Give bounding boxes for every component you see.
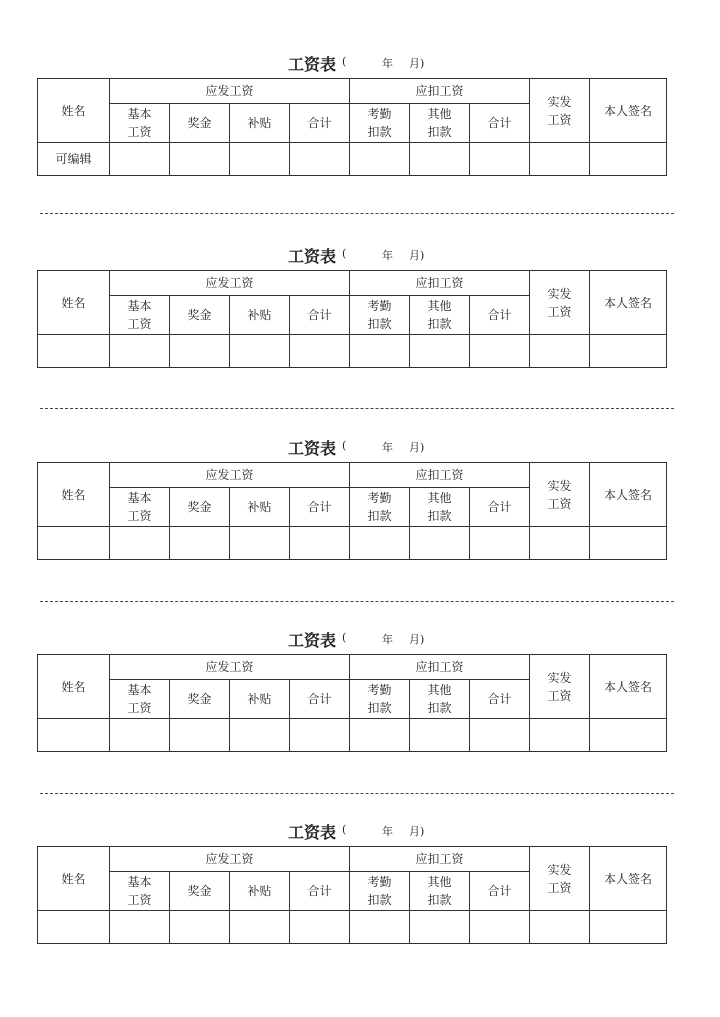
header-basic-pay	[110, 296, 170, 335]
cell-basic-pay[interactable]	[110, 335, 170, 368]
header-name: 姓名	[38, 79, 110, 143]
cell-payable-total[interactable]	[290, 143, 350, 176]
header-signature: 本人签名	[590, 271, 667, 335]
cell-attendance-deduction[interactable]	[350, 911, 410, 944]
month-label: 月)	[409, 57, 425, 70]
cell-attendance-deduction[interactable]	[350, 527, 410, 560]
header-net-pay	[530, 79, 590, 143]
table-row	[38, 527, 667, 560]
cell-name[interactable]	[38, 527, 110, 560]
header-attendance-line1: 考勤	[367, 683, 392, 697]
header-name: 姓名	[38, 271, 110, 335]
header-basic-pay	[110, 680, 170, 719]
slip-title	[37, 52, 666, 74]
payroll-table	[37, 846, 667, 944]
cell-bonus[interactable]	[170, 719, 230, 752]
header-other-line1: 其他	[427, 491, 452, 505]
year-label: 年	[382, 825, 393, 838]
year-label: 年	[382, 633, 393, 646]
title-text: 工资表	[288, 55, 337, 74]
cell-bonus[interactable]	[170, 527, 230, 560]
cell-signature[interactable]	[590, 335, 667, 368]
header-other-line1: 其他	[427, 107, 452, 121]
header-other-line2: 扣款	[427, 317, 452, 331]
cell-other-deduction[interactable]	[410, 527, 470, 560]
slip-title	[37, 628, 666, 650]
header-attendance-deduction	[350, 872, 410, 911]
cell-allowance[interactable]	[230, 911, 290, 944]
header-other-line2: 扣款	[427, 893, 452, 907]
cell-deduct-total[interactable]	[470, 911, 530, 944]
header-signature: 本人签名	[590, 847, 667, 911]
month-label: 月)	[409, 441, 425, 454]
header-basic-line1: 基本	[127, 107, 152, 121]
header-other-deduction	[410, 104, 470, 143]
header-other-line2: 扣款	[427, 701, 452, 715]
header-net-line1: 实发	[547, 286, 572, 301]
table-row	[38, 143, 667, 176]
header-signature: 本人签名	[590, 655, 667, 719]
cell-signature[interactable]	[590, 719, 667, 752]
header-bonus: 奖金	[170, 104, 230, 143]
header-deduct-group: 应扣工资	[350, 271, 530, 296]
header-payable-total: 合计	[290, 104, 350, 143]
header-basic-line2: 工资	[127, 125, 152, 139]
header-attendance-line2: 扣款	[367, 125, 392, 139]
header-net-line2: 工资	[547, 112, 572, 127]
cell-deduct-total[interactable]	[470, 719, 530, 752]
cell-name[interactable]	[38, 719, 110, 752]
header-other-deduction	[410, 680, 470, 719]
cell-basic-pay[interactable]	[110, 143, 170, 176]
cell-attendance-deduction[interactable]	[350, 335, 410, 368]
cell-signature[interactable]	[590, 527, 667, 560]
table-row	[38, 335, 667, 368]
cell-other-deduction[interactable]	[410, 911, 470, 944]
header-attendance-line1: 考勤	[367, 107, 392, 121]
header-deduct-group: 应扣工资	[350, 655, 530, 680]
header-net-line2: 工资	[547, 880, 572, 895]
cell-deduct-total[interactable]	[470, 335, 530, 368]
header-attendance-line2: 扣款	[367, 509, 392, 523]
cell-basic-pay[interactable]	[110, 719, 170, 752]
header-name: 姓名	[38, 655, 110, 719]
cell-allowance[interactable]	[230, 335, 290, 368]
date-open-paren: (	[342, 439, 347, 452]
header-net-pay	[530, 271, 590, 335]
header-other-line1: 其他	[427, 683, 452, 697]
month-label: 月)	[409, 249, 425, 262]
cell-name[interactable]	[38, 335, 110, 368]
cell-bonus[interactable]	[170, 143, 230, 176]
date-open-paren: (	[342, 55, 347, 68]
cell-payable-total[interactable]	[290, 719, 350, 752]
header-attendance-deduction	[350, 296, 410, 335]
title-text: 工资表	[288, 247, 337, 266]
cell-allowance[interactable]	[230, 143, 290, 176]
header-basic-pay	[110, 872, 170, 911]
header-net-pay	[530, 463, 590, 527]
cell-payable-total[interactable]	[290, 527, 350, 560]
cell-net-pay[interactable]	[530, 719, 590, 752]
header-deduct-group: 应扣工资	[350, 847, 530, 872]
slip-title	[37, 820, 666, 842]
cell-signature[interactable]	[590, 143, 667, 176]
header-deduct-group: 应扣工资	[350, 463, 530, 488]
cell-attendance-deduction[interactable]	[350, 719, 410, 752]
header-allowance: 补贴	[230, 296, 290, 335]
dashed-cut-line	[40, 601, 674, 602]
header-signature: 本人签名	[590, 79, 667, 143]
title-text: 工资表	[288, 823, 337, 842]
table-row	[38, 719, 667, 752]
header-attendance-line1: 考勤	[367, 875, 392, 889]
header-bonus: 奖金	[170, 488, 230, 527]
year-label: 年	[382, 441, 393, 454]
dashed-cut-line	[40, 793, 674, 794]
header-other-line1: 其他	[427, 299, 452, 313]
header-allowance: 补贴	[230, 488, 290, 527]
header-net-line1: 实发	[547, 478, 572, 493]
header-basic-line1: 基本	[127, 491, 152, 505]
header-basic-pay	[110, 104, 170, 143]
header-payable-group: 应发工资	[110, 847, 350, 872]
header-allowance: 补贴	[230, 104, 290, 143]
cell-name[interactable]: 可编辑	[38, 143, 110, 176]
header-attendance-line2: 扣款	[367, 701, 392, 715]
payroll-table	[37, 654, 667, 752]
header-bonus: 奖金	[170, 296, 230, 335]
header-basic-line1: 基本	[127, 299, 152, 313]
header-net-line2: 工资	[547, 496, 572, 511]
header-attendance-deduction	[350, 680, 410, 719]
dashed-cut-line	[40, 213, 674, 214]
cell-net-pay[interactable]	[530, 335, 590, 368]
header-deduct-group: 应扣工资	[350, 79, 530, 104]
date-open-paren: (	[342, 631, 347, 644]
header-other-line2: 扣款	[427, 125, 452, 139]
cell-payable-total[interactable]	[290, 335, 350, 368]
dashed-cut-line	[40, 408, 674, 409]
table-row	[38, 911, 667, 944]
header-bonus: 奖金	[170, 680, 230, 719]
header-allowance: 补贴	[230, 872, 290, 911]
header-net-pay	[530, 655, 590, 719]
header-payable-total: 合计	[290, 296, 350, 335]
month-label: 月)	[409, 825, 425, 838]
header-other-deduction	[410, 296, 470, 335]
cell-other-deduction[interactable]	[410, 335, 470, 368]
cell-other-deduction[interactable]	[410, 719, 470, 752]
header-net-line2: 工资	[547, 304, 572, 319]
header-payable-group: 应发工资	[110, 655, 350, 680]
header-name: 姓名	[38, 847, 110, 911]
header-net-line1: 实发	[547, 670, 572, 685]
slip-title	[37, 436, 666, 458]
header-other-deduction	[410, 488, 470, 527]
cell-bonus[interactable]	[170, 335, 230, 368]
header-basic-pay	[110, 488, 170, 527]
header-deduct-total: 合计	[470, 296, 530, 335]
date-open-paren: (	[342, 823, 347, 836]
payroll-table	[37, 462, 667, 560]
cell-basic-pay[interactable]	[110, 911, 170, 944]
header-attendance-line1: 考勤	[367, 299, 392, 313]
cell-signature[interactable]	[590, 911, 667, 944]
cell-name[interactable]	[38, 911, 110, 944]
header-payable-total: 合计	[290, 872, 350, 911]
header-other-deduction	[410, 872, 470, 911]
title-text: 工资表	[288, 631, 337, 650]
cell-net-pay[interactable]	[530, 527, 590, 560]
header-allowance: 补贴	[230, 680, 290, 719]
payroll-table	[37, 78, 667, 176]
header-attendance-deduction	[350, 104, 410, 143]
header-net-pay	[530, 847, 590, 911]
header-payable-total: 合计	[290, 488, 350, 527]
header-basic-line2: 工资	[127, 701, 152, 715]
cell-deduct-total[interactable]	[470, 143, 530, 176]
cell-net-pay[interactable]	[530, 143, 590, 176]
cell-basic-pay[interactable]	[110, 527, 170, 560]
header-deduct-total: 合计	[470, 104, 530, 143]
cell-allowance[interactable]	[230, 719, 290, 752]
header-attendance-deduction	[350, 488, 410, 527]
header-attendance-line2: 扣款	[367, 893, 392, 907]
cell-other-deduction[interactable]	[410, 143, 470, 176]
date-open-paren: (	[342, 247, 347, 260]
header-basic-line1: 基本	[127, 875, 152, 889]
header-payable-total: 合计	[290, 680, 350, 719]
header-attendance-line1: 考勤	[367, 491, 392, 505]
header-signature: 本人签名	[590, 463, 667, 527]
year-label: 年	[382, 57, 393, 70]
cell-allowance[interactable]	[230, 527, 290, 560]
header-other-line2: 扣款	[427, 509, 452, 523]
header-deduct-total: 合计	[470, 680, 530, 719]
header-deduct-total: 合计	[470, 872, 530, 911]
header-basic-line2: 工资	[127, 893, 152, 907]
header-basic-line2: 工资	[127, 317, 152, 331]
header-other-line1: 其他	[427, 875, 452, 889]
header-attendance-line2: 扣款	[367, 317, 392, 331]
payroll-table	[37, 270, 667, 368]
cell-deduct-total[interactable]	[470, 527, 530, 560]
header-name: 姓名	[38, 463, 110, 527]
cell-payable-total[interactable]	[290, 911, 350, 944]
header-payable-group: 应发工资	[110, 79, 350, 104]
cell-bonus[interactable]	[170, 911, 230, 944]
slip-title	[37, 244, 666, 266]
header-deduct-total: 合计	[470, 488, 530, 527]
month-label: 月)	[409, 633, 425, 646]
header-payable-group: 应发工资	[110, 271, 350, 296]
header-net-line1: 实发	[547, 862, 572, 877]
header-basic-line1: 基本	[127, 683, 152, 697]
cell-attendance-deduction[interactable]	[350, 143, 410, 176]
year-label: 年	[382, 249, 393, 262]
header-net-line2: 工资	[547, 688, 572, 703]
title-text: 工资表	[288, 439, 337, 458]
header-basic-line2: 工资	[127, 509, 152, 523]
cell-net-pay[interactable]	[530, 911, 590, 944]
header-payable-group: 应发工资	[110, 463, 350, 488]
header-net-line1: 实发	[547, 94, 572, 109]
header-bonus: 奖金	[170, 872, 230, 911]
